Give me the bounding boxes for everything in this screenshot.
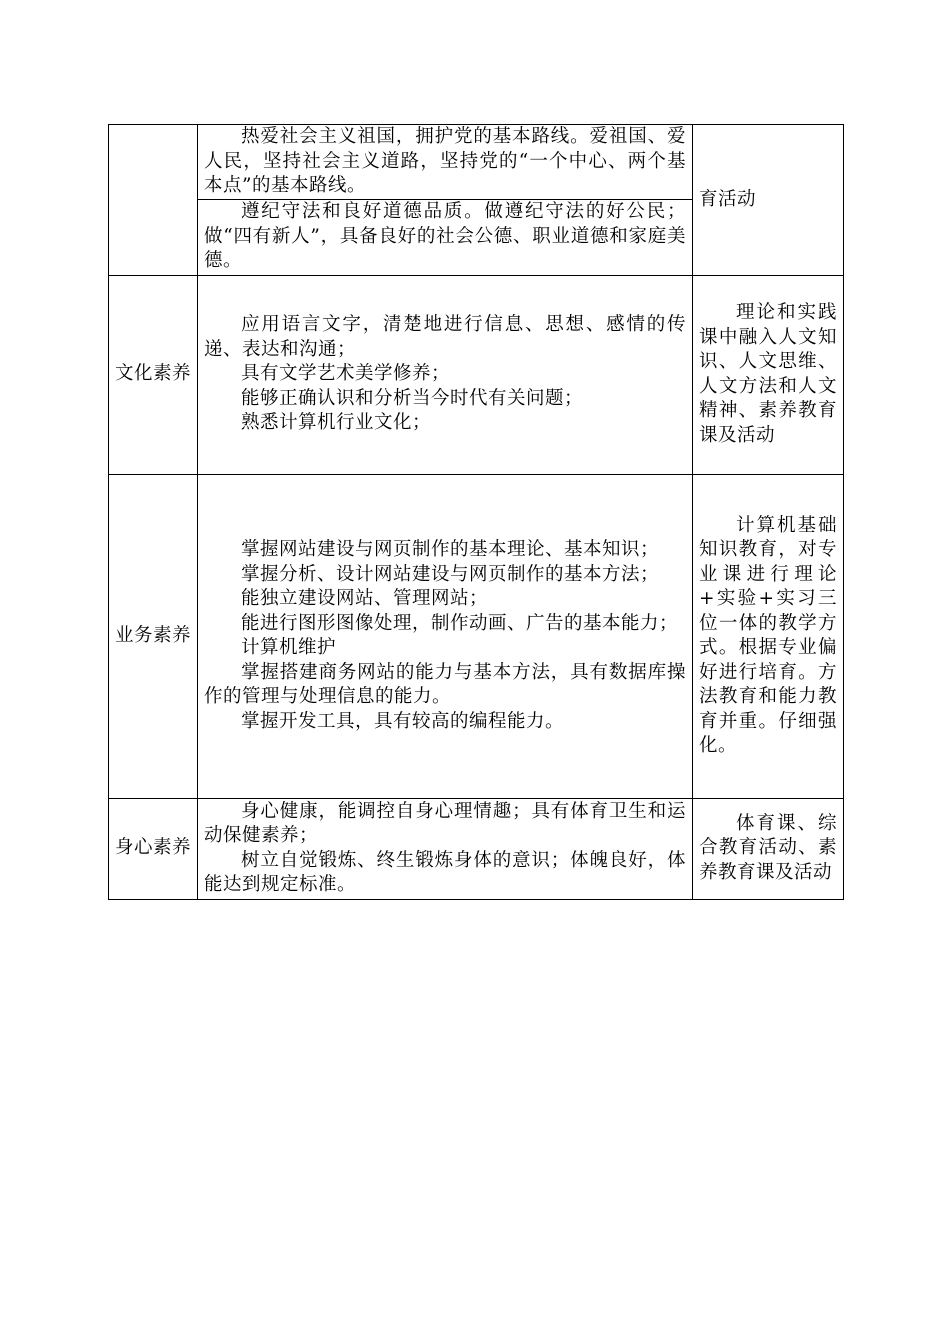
physical-items-cell xyxy=(198,798,693,899)
table-row-culture xyxy=(109,275,844,474)
culture-label: 文化素养 xyxy=(115,363,192,385)
table-row-business xyxy=(109,474,844,798)
business-item-2: 掌握分析、设计网站建设与网页制作的基本方法； xyxy=(241,563,660,585)
political-item-2-cell xyxy=(198,199,693,275)
business-item-1: 掌握网站建设与网页制作的基本理论、基本知识； xyxy=(241,539,660,560)
physical-label-cell xyxy=(109,798,198,899)
political-item-2: 遵纪守法和良好道德品质。做遵纪守法的好公民；做“四有新人”，具备良好的社会公德、职业道德和家庭美德。 xyxy=(204,201,686,272)
culture-item-1: 应用语言文字，清楚地进行信息、思想、感情的传递、表达和沟通； xyxy=(204,314,686,360)
business-item-5: 计算机维护 xyxy=(241,637,337,658)
culture-items-cell xyxy=(198,275,693,474)
culture-item-2: 具有文学艺术美学修养； xyxy=(241,363,451,385)
business-item-4: 能进行图形图像处理，制作动画、广告的基本能力； xyxy=(241,612,679,634)
business-label: 业务素养 xyxy=(115,624,192,646)
physical-label: 身心素养 xyxy=(115,837,192,859)
culture-item-3: 能够正确认识和分析当今时代有关问题； xyxy=(241,387,584,409)
business-item-6: 掌握搭建商务网站的能力与基本方法，具有数据库操作的管理与处理信息的能力。 xyxy=(204,661,686,707)
table-row-physical xyxy=(109,798,844,899)
quality-requirements-table xyxy=(108,124,844,900)
business-item-7: 掌握开发工具，具有较高的编程能力。 xyxy=(241,710,565,732)
culture-method-cell xyxy=(693,275,844,474)
physical-item-2: 树立自觉锻炼、终生锻炼身体的意识；体魄良好，体能达到规定标准。 xyxy=(204,849,686,895)
business-method-cell xyxy=(693,474,844,798)
business-label-cell xyxy=(109,474,198,798)
political-item-1-cell xyxy=(198,125,693,200)
political-item-1: 热爱社会主义祖国，拥护党的基本路线。爱祖国、爱人民，坚持社会主义道路，坚持党的“一个中心、两个基本点”的基本路线。 xyxy=(204,126,686,196)
physical-method: 体育课、综合教育活动、素养教育课及活动 xyxy=(699,812,837,883)
business-method: 计算机基础知识教育，对专业课进行理论+实验+实习三位一体的教学方式。根据专业偏好进行培育。方法教育和能力教育并重。仔细强化。 xyxy=(699,514,837,756)
political-method-cell xyxy=(693,125,844,276)
culture-item-4: 熟悉计算机行业文化； xyxy=(241,412,432,434)
culture-label-cell xyxy=(109,275,198,474)
physical-method-cell xyxy=(693,798,844,899)
political-method: 育活动 xyxy=(699,188,757,210)
table-row-political-1 xyxy=(109,125,844,200)
physical-item-1: 身心健康，能调控自身心理情趣；具有体育卫生和运动保健素养； xyxy=(204,800,686,846)
business-items-cell xyxy=(198,474,693,798)
business-item-3: 能独立建设网站、管理网站； xyxy=(241,588,489,609)
political-label-cell xyxy=(109,125,198,276)
culture-method: 理论和实践课中融入人文知识、人文思维、人文方法和人文精神、素养教育课及活动 xyxy=(699,302,837,446)
